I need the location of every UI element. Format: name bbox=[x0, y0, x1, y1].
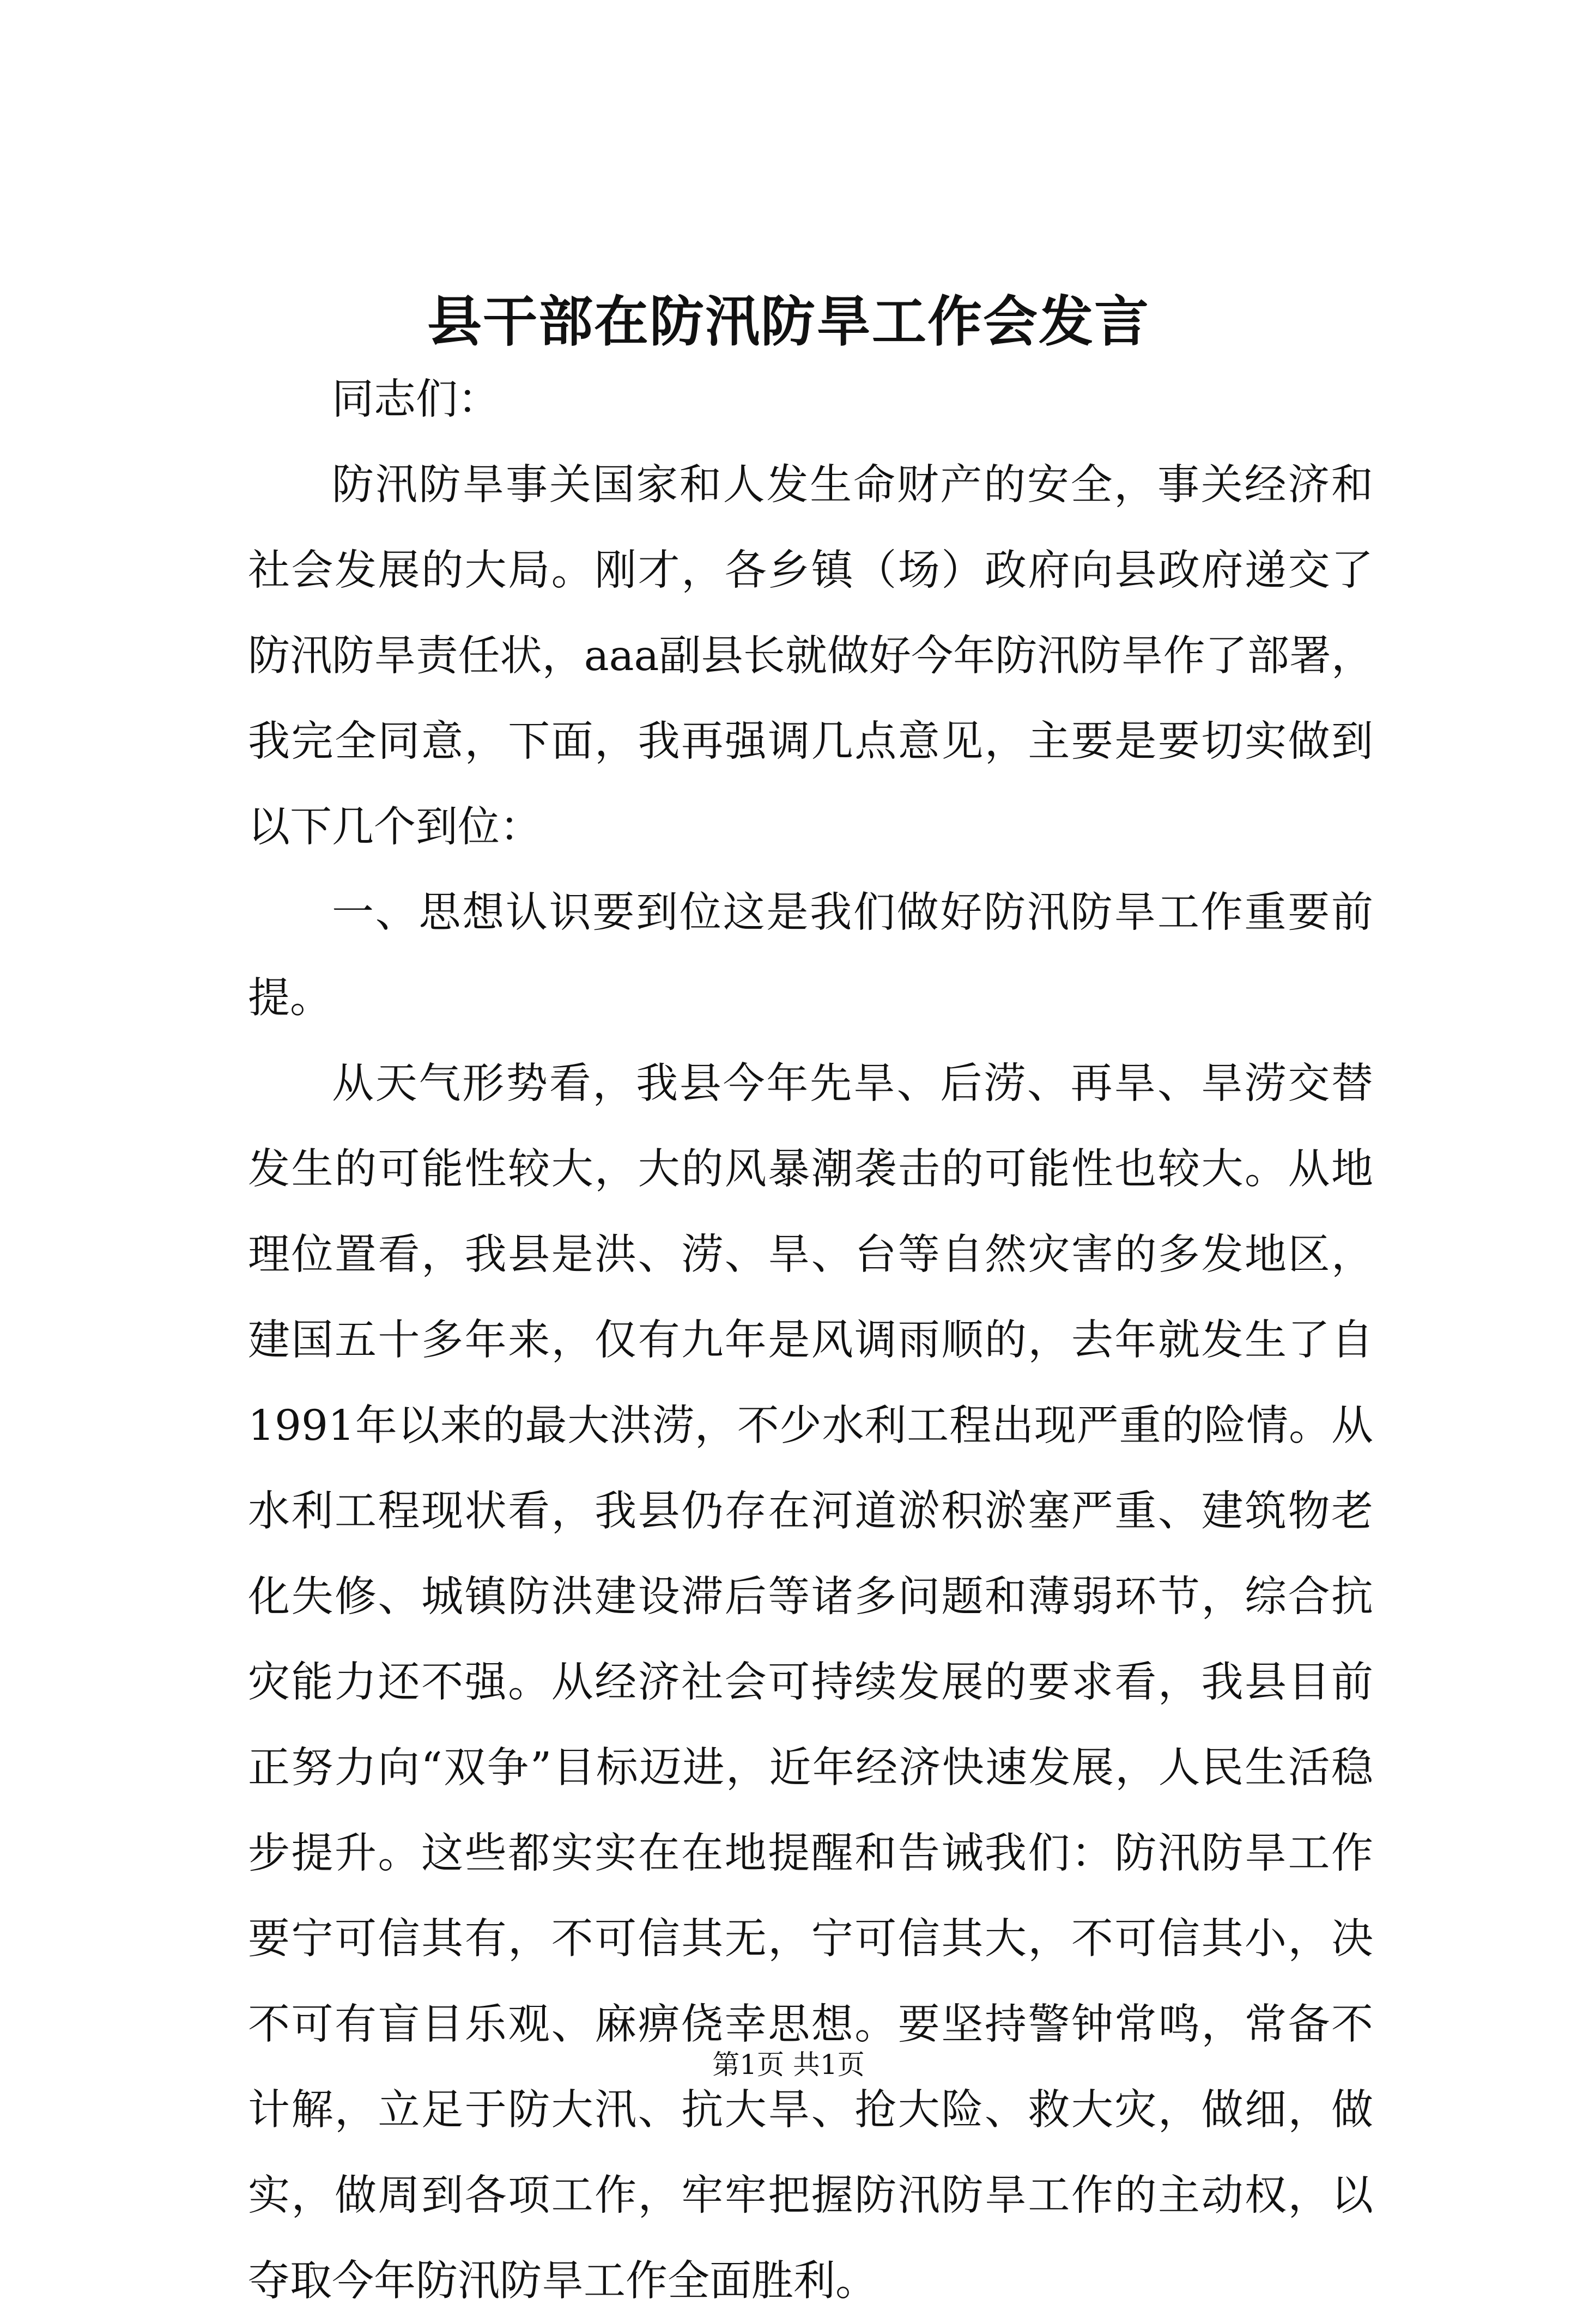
intro-paragraph: 防汛防旱事关国家和人发生命财产的安全，事关经济和社会发展的大局。刚才，各乡镇（场）政府向县政府递交了防汛防旱责任状，aaa副县长就做好今年防汛防旱作了部署，我完全同意，下面，我再强调几点意见，主要是要切实做到以下几个到位： bbox=[248, 461, 1373, 851]
page-title: 县干部在防汛防旱工作会发言 bbox=[427, 289, 1150, 354]
salutation-paragraph: 同志们： bbox=[332, 375, 500, 424]
page-footer: 第1页 共1页 bbox=[712, 2049, 865, 2080]
body-paragraph: 从天气形势看，我县今年先旱、后涝、再旱、旱涝交替发生的可能性较大，大的风暴潮袭击的可能性也较大。从地理位置看，我县是洪、涝、旱、台等自然灾害的多发地区，建国五十多年来，仅有九年是风调雨顺的，去年就发生了自1991年以来的最大洪涝，不少水利工程出现严重的险情。从水利工程现状看，我县仍存在河道淤积淤塞严重、建筑物老化失修、城镇防洪建设滞后等诸多问题和薄弱环节，综合抗灾能力还不强。从经济社会可持续发展的要求看，我县目前正努力向“双争”目标迈进，近年经济快速发展，人民生活稳步提升。这些都实实在在地提醒和告诫我们：防汛防旱工作要宁可信其有，不可信其无，宁可信其大，不可信其小，决不可有盲目乐观、麻痹侥幸思想。要坚持警钟常鸣，常备不计解，立足于防大汛、抗大旱、抢大险、救大灾，做细，做实，做周到各项工作，牢牢把握防汛防旱工作的主动权，以夺取今年防汛防旱工作全面胜利。 bbox=[248, 1060, 1373, 2305]
document-body bbox=[248, 357, 1373, 2324]
section-heading-paragraph: 一、思想认识要到位这是我们做好防汛防旱工作重要前提。 bbox=[248, 889, 1373, 1023]
